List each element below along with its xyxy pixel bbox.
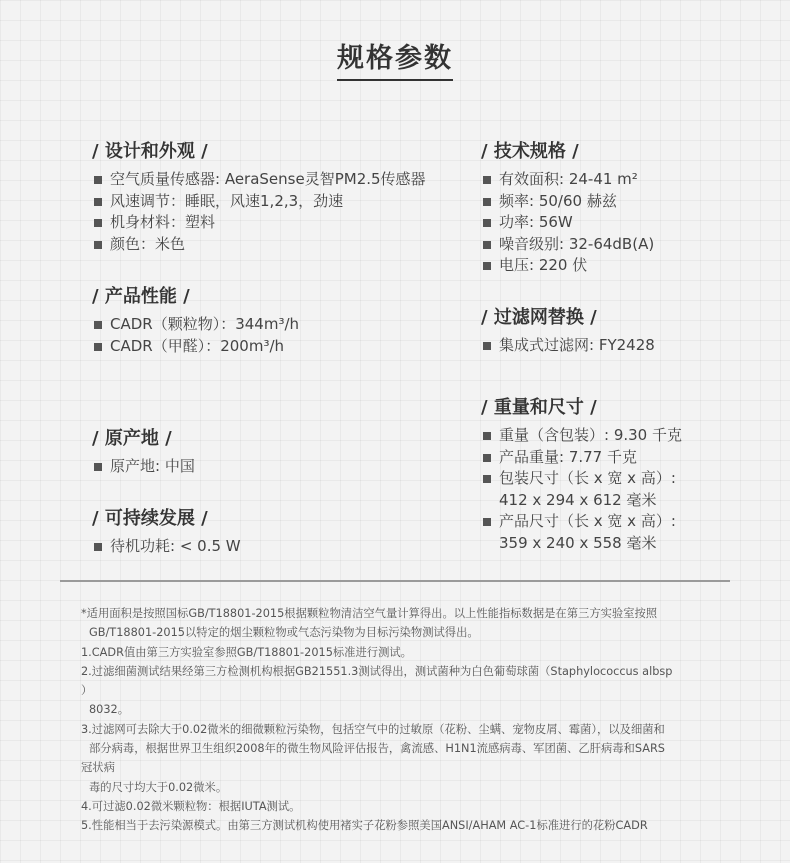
spec-item: CADR（颗粒物）：344m³/h bbox=[92, 314, 299, 336]
section-origin bbox=[92, 424, 195, 478]
spec-item: 机身材料：塑料 bbox=[92, 212, 426, 234]
section-title: / 设计和外观 / bbox=[92, 141, 208, 162]
spec-item: 噪音级别: 32-64dB(A) bbox=[481, 234, 654, 256]
square-bullet-icon bbox=[483, 262, 491, 270]
spec-item: CADR（甲醛）：200m³/h bbox=[92, 336, 299, 358]
square-bullet-icon bbox=[94, 343, 102, 351]
section-title: / 重量和尺寸 / bbox=[481, 397, 597, 418]
spec-item: 包装尺寸（长 x 宽 x 高）: 412 x 294 x 612 毫米 bbox=[481, 468, 682, 511]
spec-item: 待机功耗: < 0.5 W bbox=[92, 536, 241, 558]
section-design bbox=[92, 137, 426, 255]
spec-item: 风速调节：睡眠，风速1,2,3，劲速 bbox=[92, 191, 426, 213]
square-bullet-icon bbox=[483, 241, 491, 249]
footnote-line: ） bbox=[81, 684, 93, 698]
section-title: / 技术规格 / bbox=[481, 141, 579, 162]
section-title: / 原产地 / bbox=[92, 428, 172, 449]
spec-item: 功率: 56W bbox=[481, 212, 654, 234]
footnote-line: 部分病毒，根据世界卫生组织2008年的微生物风险评估报告，禽流感、H1N1流感病毒、军团菌、乙肝病毒和SARS bbox=[89, 742, 665, 756]
square-bullet-icon bbox=[483, 219, 491, 227]
spec-item: 原产地: 中国 bbox=[92, 456, 195, 478]
spec-item: 电压: 220 伏 bbox=[481, 255, 654, 277]
square-bullet-icon bbox=[483, 475, 491, 483]
footnote-line: 3.过滤网可去除大于0.02微米的细微颗粒污染物，包括空气中的过敏原（花粉、尘螨、宠物皮屑、霉菌），以及细菌和 bbox=[81, 722, 665, 736]
footnote-line: 4.可过滤0.02微米颗粒物：根据IUTA测试。 bbox=[81, 799, 301, 813]
footnote-line: 1.CADR值由第三方实验室参照GB/T18801-2015标准进行测试。 bbox=[81, 645, 412, 659]
section-performance bbox=[92, 282, 299, 357]
spec-item: 重量（含包装）: 9.30 千克 bbox=[481, 425, 682, 447]
section-tech bbox=[481, 137, 654, 277]
footnote-line: GB/T18801-2015以特定的烟尘颗粒物或气态污染物为目标污染物测试得出。 bbox=[89, 626, 479, 640]
section-filter bbox=[481, 303, 655, 357]
section-weight bbox=[481, 393, 682, 554]
square-bullet-icon bbox=[483, 198, 491, 206]
footnote-line: 5.性能相当于去污染源模式。由第三方测试机构使用褚实子花粉参照美国ANSI/AHAM AC-1标准进行的花粉CADR bbox=[81, 819, 648, 833]
footnote-line: 2.过滤细菌测试结果经第三方检测机构根据GB21551.3测试得出，测试菌种为白色葡萄球菌（Staphylococcus albsp bbox=[81, 664, 673, 678]
divider bbox=[60, 580, 730, 582]
square-bullet-icon bbox=[94, 176, 102, 184]
section-title: / 可持续发展 / bbox=[92, 508, 208, 529]
square-bullet-icon bbox=[94, 219, 102, 227]
square-bullet-icon bbox=[94, 241, 102, 249]
square-bullet-icon bbox=[94, 321, 102, 329]
spec-item-continuation: 359 x 240 x 558 毫米 bbox=[499, 533, 657, 552]
footnotes bbox=[81, 604, 721, 836]
square-bullet-icon bbox=[94, 463, 102, 471]
section-sustainability bbox=[92, 504, 241, 558]
spec-item: 产品重量: 7.77 千克 bbox=[481, 447, 682, 469]
spec-item: 有效面积: 24-41 m² bbox=[481, 169, 654, 191]
square-bullet-icon bbox=[94, 543, 102, 551]
spec-item-continuation: 412 x 294 x 612 毫米 bbox=[499, 490, 657, 509]
square-bullet-icon bbox=[483, 432, 491, 440]
page-title: 规格参数 bbox=[0, 36, 790, 81]
spec-item: 颜色：米色 bbox=[92, 234, 426, 256]
footnote-line: 冠状病 bbox=[81, 761, 115, 775]
square-bullet-icon bbox=[483, 342, 491, 350]
spec-item: 产品尺寸（长 x 宽 x 高）: 359 x 240 x 558 毫米 bbox=[481, 511, 682, 554]
square-bullet-icon bbox=[483, 518, 491, 526]
spec-item: 空气质量传感器: AeraSense灵智PM2.5传感器 bbox=[92, 169, 426, 191]
square-bullet-icon bbox=[483, 176, 491, 184]
square-bullet-icon bbox=[483, 454, 491, 462]
footnote-line: *适用面积是按照国标GB/T18801-2015根据颗粒物清洁空气量计算得出。以上性能指标数据是在第三方实验室按照 bbox=[81, 607, 658, 620]
section-title: / 产品性能 / bbox=[92, 286, 190, 307]
footnote-line: 8032。 bbox=[89, 703, 130, 717]
footnote-line: 毒的尺寸均大于0.02微米。 bbox=[89, 780, 228, 794]
section-title: / 过滤网替换 / bbox=[481, 307, 597, 328]
square-bullet-icon bbox=[94, 198, 102, 206]
spec-item: 集成式过滤网: FY2428 bbox=[481, 335, 655, 357]
spec-item: 频率: 50/60 赫兹 bbox=[481, 191, 654, 213]
